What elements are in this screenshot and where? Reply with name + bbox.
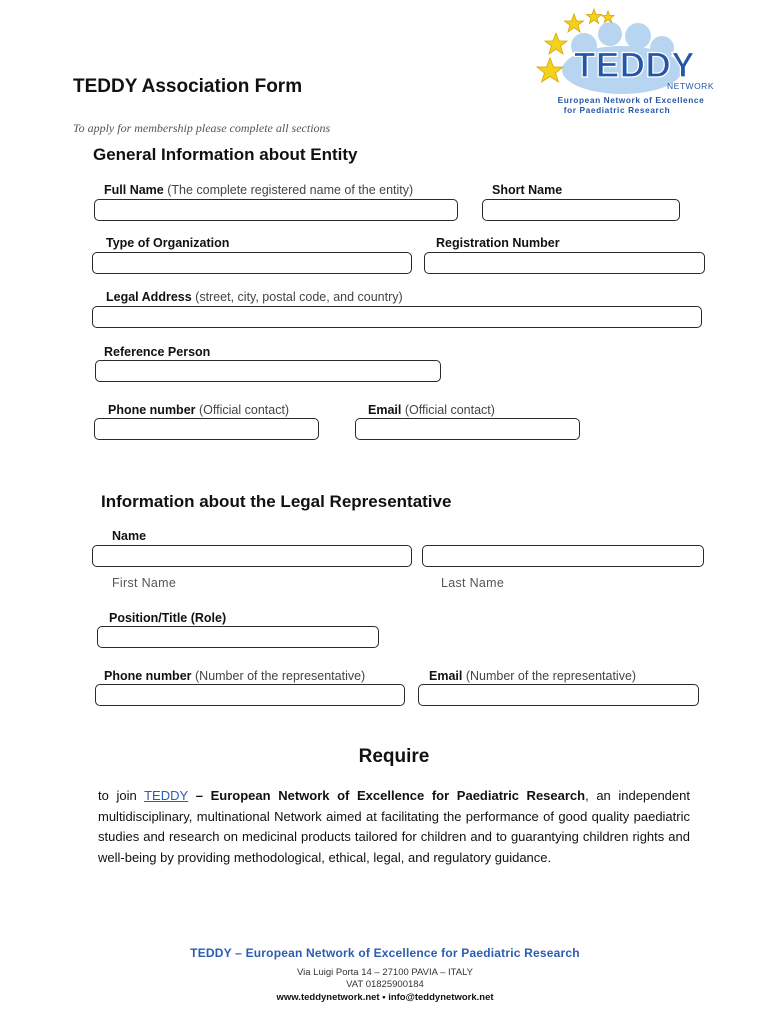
short-name-label <box>492 183 562 197</box>
entity-phone-label <box>108 403 289 417</box>
first-name-caption: First Name <box>112 576 177 590</box>
reference-person-label-text: Reference Person <box>104 345 211 359</box>
logo-wordmark: TEDDY <box>574 46 696 85</box>
star-icon <box>545 33 567 54</box>
rep-email-hint: (Number of the representative) <box>465 669 637 683</box>
entity-email-field[interactable] <box>355 418 580 440</box>
require-prefix: to join <box>98 788 145 803</box>
page-footer <box>0 946 770 1003</box>
footer-contacts: www.teddynetwork.net • info@teddynetwork.net <box>276 992 494 1003</box>
reg-number-label-text: Registration Number <box>436 236 560 250</box>
rep-position-label-text: Position/Title (Role) <box>109 611 227 625</box>
full-name-label-text: Full Name <box>104 183 164 197</box>
teddy-logo-graphic <box>534 6 724 118</box>
footer-title: TEDDY – European Network of Excellence for Paediatric Research <box>190 946 580 960</box>
legal-address-field[interactable] <box>92 306 702 328</box>
short-name-label-text: Short Name <box>492 183 563 197</box>
page-subtitle: To apply for membership please complete all sections <box>73 121 331 135</box>
star-icon <box>587 9 602 24</box>
page-title: TEDDY Association Form <box>73 76 303 97</box>
logo-tagline-1: European Network of Excellence <box>557 95 705 105</box>
star-icon <box>537 58 563 82</box>
rep-email-label <box>429 669 636 683</box>
rep-phone-hint: (Number of the representative) <box>195 669 366 683</box>
footer-vat: VAT 01825900184 <box>346 979 424 990</box>
footer-address: Via Luigi Porta 14 – 27100 PAVIA – ITALY <box>296 967 474 978</box>
star-icon <box>602 11 614 23</box>
rep-last-name-field[interactable] <box>422 545 704 567</box>
short-name-field[interactable] <box>482 199 680 221</box>
rep-position-field[interactable] <box>97 626 379 648</box>
require-paragraph <box>98 786 690 868</box>
last-name-caption: Last Name <box>441 576 505 590</box>
reference-person-label <box>104 345 210 359</box>
type-org-label-text: Type of Organization <box>106 236 230 250</box>
require-heading: Require <box>358 746 430 767</box>
rep-phone-label <box>104 669 365 683</box>
require-bold-name: – European Network of Excellence for Paediatric Research <box>188 788 586 803</box>
rep-first-name-field[interactable] <box>92 545 412 567</box>
rep-phone-field[interactable] <box>95 684 405 706</box>
legal-address-hint: (street, city, postal code, and country) <box>195 290 403 304</box>
rep-name-label <box>112 529 146 543</box>
teddy-link[interactable]: TEDDY <box>144 788 189 803</box>
rep-position-label <box>109 611 226 625</box>
entity-email-label-text: Email <box>368 403 402 417</box>
legal-address-label <box>106 290 403 304</box>
reg-number-field[interactable] <box>424 252 705 274</box>
full-name-field[interactable] <box>94 199 458 221</box>
logo-tagline-2: for Paediatric Research <box>563 105 671 115</box>
section-heading-representative: Information about the Legal Representative <box>101 492 452 511</box>
entity-phone-label-text: Phone number <box>108 403 196 417</box>
entity-phone-field[interactable] <box>94 418 319 440</box>
star-icon <box>565 14 584 32</box>
rep-email-field[interactable] <box>418 684 699 706</box>
legal-address-label-text: Legal Address <box>106 290 192 304</box>
reg-number-label <box>436 236 560 250</box>
entity-email-label <box>368 403 495 417</box>
entity-email-hint: (Official contact) <box>404 403 495 417</box>
require-rest: , an independent multidisciplinary, multinational Network aimed at facilitating the performance of good quality paediatric studies and research on medicinal products tailored for children and to guarantying children rights and well-being by providing methodological, ethical, legal, and regulatory guidance. <box>98 788 690 865</box>
full-name-label <box>104 183 413 197</box>
logo-network: NETWORK <box>667 81 714 91</box>
full-name-hint: (The complete registered name of the entity) <box>167 183 414 197</box>
entity-phone-hint: (Official contact) <box>199 403 290 417</box>
rep-phone-label-text: Phone number <box>104 669 192 683</box>
reference-person-field[interactable] <box>95 360 441 382</box>
section-heading-entity: General Information about Entity <box>93 145 358 164</box>
type-org-label <box>106 236 229 250</box>
teddy-logo <box>534 6 724 118</box>
type-org-field[interactable] <box>92 252 412 274</box>
rep-name-label-text: Name <box>112 529 147 543</box>
rep-email-label-text: Email <box>429 669 463 683</box>
